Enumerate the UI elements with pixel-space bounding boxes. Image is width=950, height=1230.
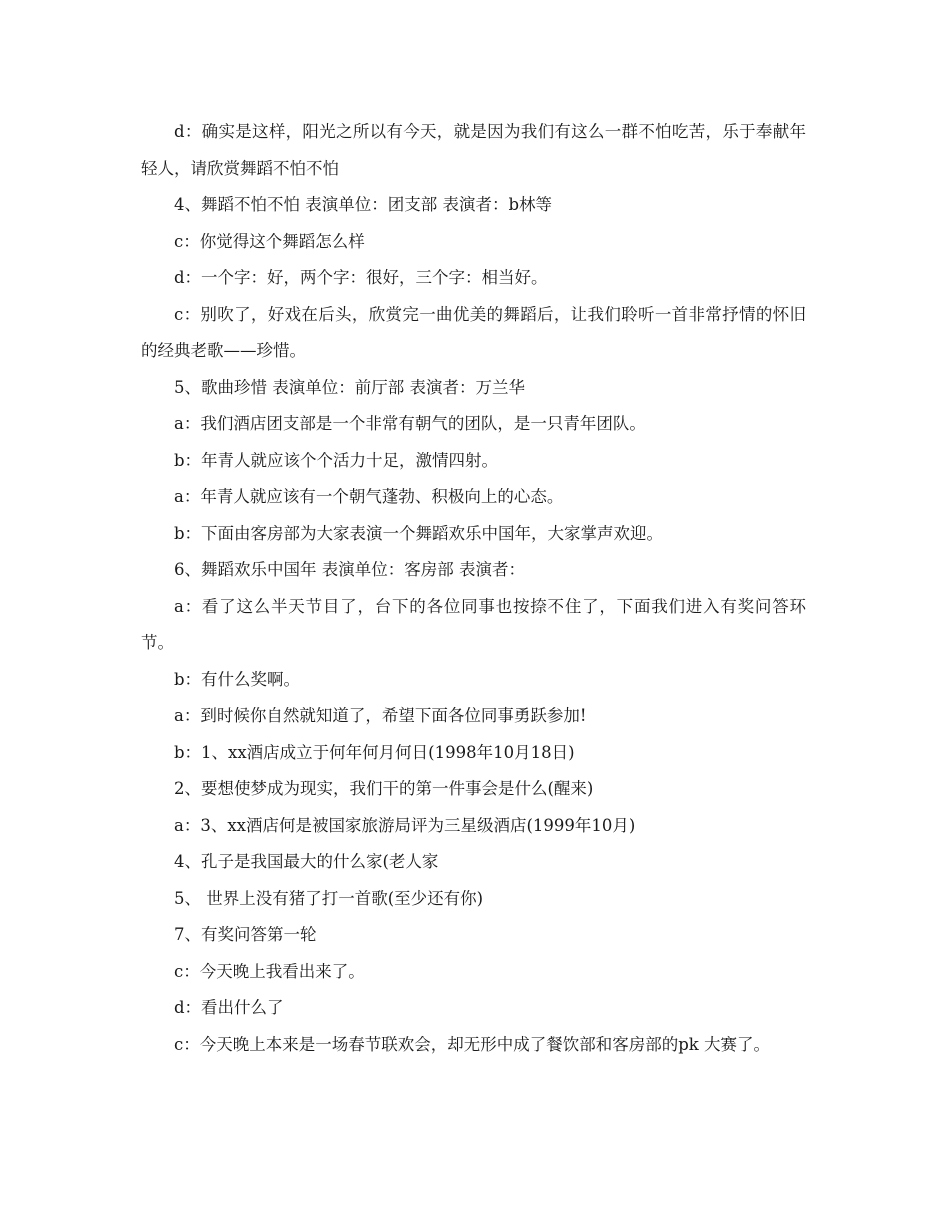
paragraph: 4、孔子是我国最大的什么家(老人家 [174,852,439,871]
paragraph: d：确实是这样，阳光之所以有今天，就是因为我们有这么一群不怕吃苦，乐于奉献年轻人，请欣赏舞蹈不怕不怕 [141,122,806,178]
paragraph: a：我们酒店团支部是一个非常有朝气的团队，是一只青年团队。 [174,414,646,433]
paragraph: a：3、xx酒店何是被国家旅游局评为三星级酒店(1999年10月) [174,815,636,835]
paragraph: 5、歌曲珍惜 表演单位：前厅部 表演者：万兰华 [174,377,525,397]
paragraph: c：今天晚上我看出来了。 [174,961,365,981]
paragraph: c：别吹了，好戏在后头，欣赏完一曲优美的舞蹈后，让我们聆听一首非常抒情的怀旧的经典老歌——珍惜。 [141,304,806,360]
paragraph: a：到时候你自然就知道了，希望下面各位同事勇跃参加! [174,706,587,725]
paragraph: 4、舞蹈不怕不怕 表演单位：团支部 表演者：b林等 [174,195,553,214]
document-body [141,114,806,1063]
paragraph: d：一个字：好，两个字：很好，三个字：相当好。 [174,268,548,287]
paragraph: 6、舞蹈欢乐中国年 表演单位：客房部 表演者： [174,560,525,579]
paragraph: 2、要想使梦成为现实，我们干的第一件事会是什么(醒来) [174,779,594,798]
paragraph: 5、 世界上没有猪了打一首歌(至少还有你) [174,888,484,908]
paragraph: a：年青人就应该有一个朝气蓬勃、积极向上的心态。 [174,487,564,506]
paragraph: a：看了这么半天节目了，台下的各位同事也按捺不住了，下面我们进入有奖问答环节。 [141,596,806,652]
paragraph: c：今天晚上本来是一场春节联欢会，却无形中成了餐饮部和客房部的pk 大赛了。 [174,1034,771,1054]
paragraph: b：有什么奖啊。 [174,669,301,689]
paragraph: c：你觉得这个舞蹈怎么样 [174,231,365,251]
paragraph: b：1、xx酒店成立于何年何月何日(1998年10月18日) [174,742,575,762]
paragraph: b：年青人就应该个个活力十足，激情四射。 [174,450,499,470]
paragraph: 7、有奖问答第一轮 [174,925,317,944]
paragraph: d：看出什么了 [174,998,284,1017]
paragraph: b：下面由客房部为大家表演一个舞蹈欢乐中国年，大家掌声欢迎。 [174,523,664,543]
